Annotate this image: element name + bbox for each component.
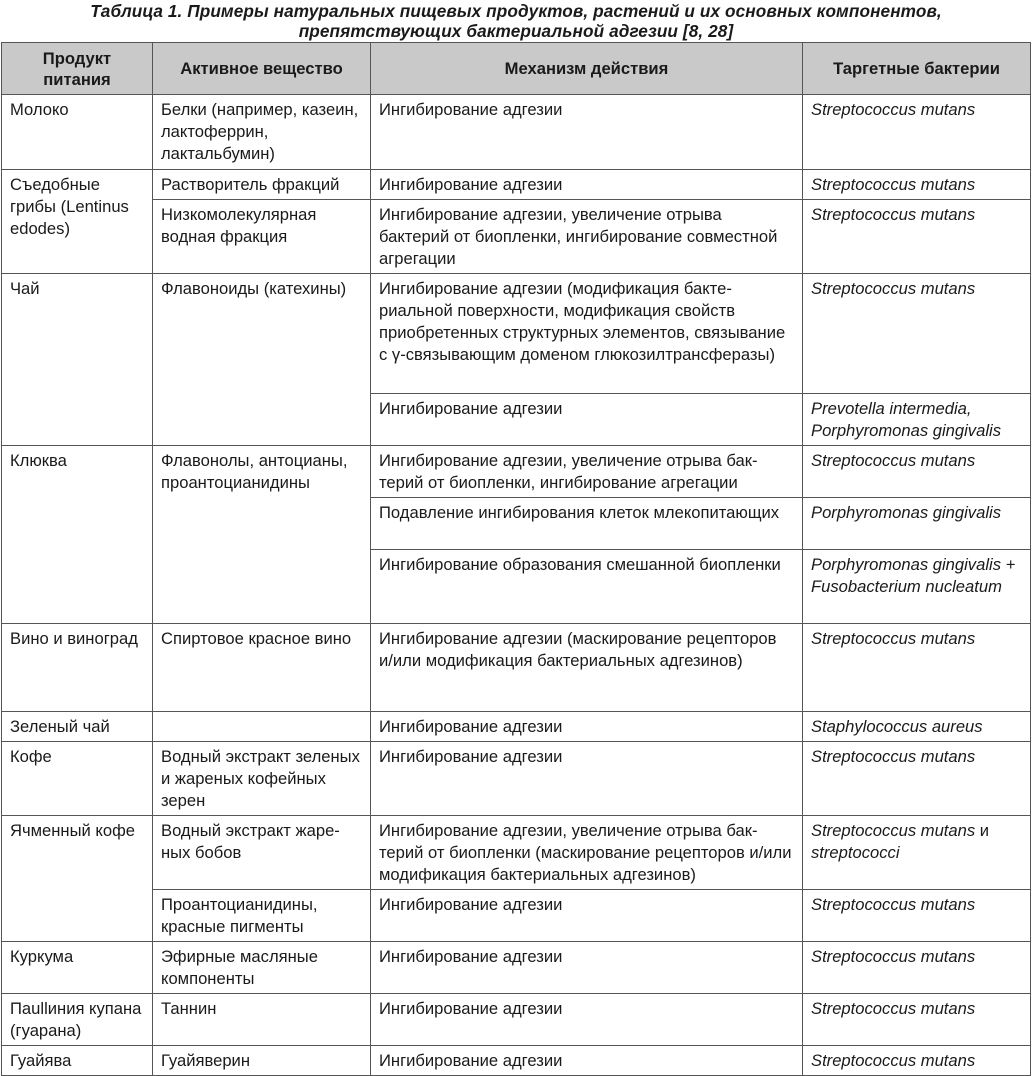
cell-bacteria — [803, 712, 1031, 742]
cell-mechanism: Ингибирование адгезии — [371, 994, 803, 1046]
cell-mechanism: Ингибирование адгезии — [371, 712, 803, 742]
cell-substance: Белки (например, казеин, лактоферрин, лактальбумин) — [153, 95, 371, 170]
cell-bacteria — [803, 170, 1031, 200]
cell-substance: Водный экстракт зеленых и жареных кофейных зерен — [153, 742, 371, 816]
cell-substance: Водный экстракт жареных бобов — [153, 816, 371, 890]
bacteria-name: Streptococcus mutans — [811, 895, 976, 914]
cell-mechanism: Ингибирование адгезии — [371, 1046, 803, 1076]
cell-substance: Растворитель фракций — [153, 170, 371, 200]
bacteria-name: Streptococcus mutans — [811, 205, 976, 224]
table-row — [2, 816, 1031, 890]
cell-substance: Гуайяверин — [153, 1046, 371, 1076]
cell-bacteria — [803, 1046, 1031, 1076]
cell-substance: Спиртовое красное вино — [153, 624, 371, 712]
cell-bacteria — [803, 742, 1031, 816]
adhesion-table — [1, 42, 1031, 1076]
cell-bacteria — [803, 994, 1031, 1046]
cell-product: Клюква — [2, 446, 153, 624]
cell-product: Гуайява — [2, 1046, 153, 1076]
bacteria-name: Prevotella intermedia, — [811, 399, 972, 418]
cell-bacteria — [803, 816, 1031, 890]
bacteria-name: Porphyromonas gingivalis + Fusobacterium nucleatum — [811, 555, 1016, 596]
cell-bacteria — [803, 550, 1031, 624]
table-row — [2, 446, 1031, 498]
bacteria-name: Streptococcus mutans — [811, 279, 976, 298]
cell-product: Молоко — [2, 95, 153, 170]
bacteria-name: Streptococcus mutans — [811, 451, 976, 470]
bacteria-name: Porphyromonas gingivalis — [811, 503, 1002, 522]
header-product: Продукт питания — [2, 43, 153, 95]
cell-product: Кофе — [2, 742, 153, 816]
bacteria-name: Streptococcus mutans — [811, 1051, 976, 1070]
cell-product: Съедобные грибы (Lentinus edodes) — [2, 170, 153, 274]
cell-product: Чай — [2, 274, 153, 446]
table-row — [2, 274, 1031, 394]
table-row — [2, 742, 1031, 816]
table-caption-line-1: Таблица 1. Примеры натуральных пищевых продуктов, растений и их основных компонентов, — [90, 1, 942, 21]
cell-mechanism: Ингибирование адгезии — [371, 890, 803, 942]
bacteria-name: Streptococcus mutans — [811, 999, 976, 1018]
table-body — [2, 95, 1031, 1076]
table-row — [2, 95, 1031, 170]
bacteria-name: Staphylococcus aureus — [811, 717, 983, 736]
cell-bacteria — [803, 498, 1031, 550]
table-caption-line-2: препятствующих бактериальной адгезии [8, 28] — [298, 21, 734, 41]
table-header-row — [2, 43, 1031, 95]
cell-mechanism: Ингибирование адгезии — [371, 394, 803, 446]
cell-mechanism: Ингибирование адгезии — [371, 742, 803, 816]
table-row — [2, 712, 1031, 742]
cell-product: Вино и виноград — [2, 624, 153, 712]
cell-mechanism: Подавление ингибирования клеток млекопитающих — [371, 498, 803, 550]
cell-product: Ячменный кофе — [2, 816, 153, 942]
cell-product: Паullиния купана (гуарана) — [2, 994, 153, 1046]
cell-bacteria — [803, 394, 1031, 446]
cell-substance: Низкомолекулярная водная фракция — [153, 200, 371, 274]
cell-bacteria — [803, 95, 1031, 170]
cell-substance: Таннин — [153, 994, 371, 1046]
bacteria-name: и — [979, 821, 990, 840]
cell-product: Зеленый чай — [2, 712, 153, 742]
table-row — [2, 200, 1031, 274]
header-bacteria: Таргетные бактерии — [803, 43, 1031, 95]
cell-mechanism: Ингибирование адгезии — [371, 942, 803, 994]
cell-substance: Флавонолы, антоцианы, проантоцианидины — [153, 446, 371, 624]
bacteria-name: Streptococcus mutans — [811, 629, 976, 648]
cell-mechanism: Ингибирование адгезии — [371, 95, 803, 170]
table-row — [2, 1046, 1031, 1076]
cell-bacteria — [803, 274, 1031, 394]
table-row — [2, 994, 1031, 1046]
bacteria-name: Streptococcus mutans — [811, 947, 976, 966]
bacteria-name: Streptococcus mutans — [811, 821, 976, 840]
cell-mechanism: Ингибирование адгезии, увеличение отрыва бактерий от биопленки, ингибирование агрегации — [371, 446, 803, 498]
cell-bacteria — [803, 446, 1031, 498]
cell-bacteria — [803, 200, 1031, 274]
cell-mechanism: Ингибирование адгезии, увеличение отрыва бактерий от биопленки (маскирование рецепторов и/или модификация бактериальных адгезинов) — [371, 816, 803, 890]
bacteria-name: streptococci — [811, 843, 900, 862]
header-mechanism: Механизм действия — [371, 43, 803, 95]
table-row — [2, 624, 1031, 712]
cell-bacteria — [803, 624, 1031, 712]
bacteria-name: Streptococcus mutans — [811, 747, 976, 766]
cell-mechanism: Ингибирование адгезии (модификация бактериальной поверхности, модификация свойств приобретенных структурных элементов, связывание с γ-связывающим доменом глюкозилтрансферазы) — [371, 274, 803, 394]
cell-substance: Эфирные масляные компоненты — [153, 942, 371, 994]
table-row — [2, 170, 1031, 200]
bacteria-name: Streptococcus mutans — [811, 100, 976, 119]
bacteria-name: Porphyromonas gingivalis — [811, 421, 1002, 440]
cell-bacteria — [803, 942, 1031, 994]
cell-mechanism: Ингибирование адгезии — [371, 170, 803, 200]
cell-mechanism: Ингибирование адгезии, увеличение отрыва бактерий от биопленки, ингибирование совместной агрегации — [371, 200, 803, 274]
cell-substance: Флавоноиды (катехины) — [153, 274, 371, 446]
cell-product: Куркума — [2, 942, 153, 994]
bacteria-name: Streptococcus mutans — [811, 175, 976, 194]
cell-mechanism: Ингибирование адгезии (маскирование рецепторов и/или модификация бактериальных адгезинов) — [371, 624, 803, 712]
cell-bacteria — [803, 890, 1031, 942]
table-row — [2, 890, 1031, 942]
cell-substance — [153, 712, 371, 742]
cell-substance: Проантоцианидины, красные пигменты — [153, 890, 371, 942]
table-caption — [0, 0, 1032, 42]
cell-mechanism: Ингибирование образования смешанной биопленки — [371, 550, 803, 624]
header-substance: Активное вещество — [153, 43, 371, 95]
table-row — [2, 942, 1031, 994]
